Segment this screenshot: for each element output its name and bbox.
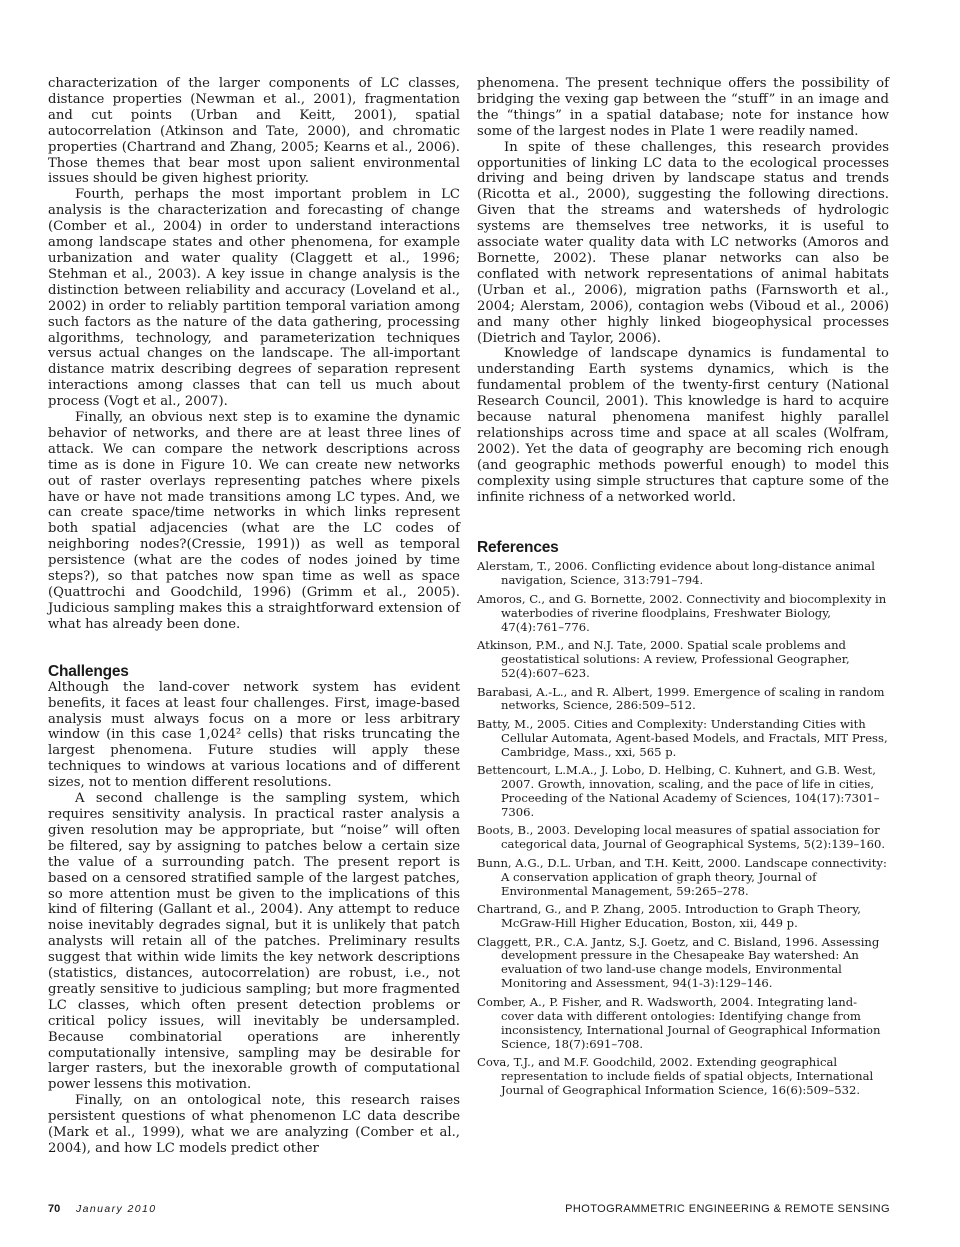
reference-item: Chartrand, G., and P. Zhang, 2005. Introduction to Graph Theory, McGraw-Hill Higher Education, Boston, xii, 449 p. <box>477 902 861 931</box>
reference-item: Batty, M., 2005. Cities and Complexity: Understanding Cities with Cellular Automata, Agent-based Models, and Fractals, MIT Press, Cambridge, Mass., xxi, 565 p. <box>477 716 888 759</box>
reference-item: Boots, B., 2003. Developing local measures of spatial association for categorical data, Journal of Geographical Systems, 5(2):139–160. <box>477 823 886 852</box>
issue-date: January 2010 <box>76 1203 157 1215</box>
reference-item: Atkinson, P.M., and N.J. Tate, 2000. Spatial scale problems and geostatistical solutions: A review, Professional Geographer, 52(4):607–623. <box>477 638 850 680</box>
reference-item: Barabasi, A.-L., and R. Albert, 1999. Emergence of scaling in random networks, Science, 286:509–512. <box>477 684 885 713</box>
body-paragraph: Fourth, perhaps the most important problem in LC analysis is the characterization and forecasting of change (Comber et al., 2004) in order to understand interactions among landscape states and other phenomena, for example urbanization and water quality (Claggett et al., 1996; Stehman et al., 2003). A key issue in change analysis is the distinction between reliability and accuracy (Loveland et al., 2002) in order to reliably partition temporal variation among such factors as the nature of the data gathering, processing algorithms, technology, and parameterization techniques versus actual changes on the landscape. The all-important distance matrix describing degrees of separation represent interactions among classes that can tell us much about process (Vogt et al., 2007). <box>48 187 460 410</box>
reference-list <box>477 560 889 1097</box>
references-heading: References <box>477 539 559 557</box>
body-paragraph: Although the land-cover network system has evident benefits, it faces at least four challenges. First, image-based analysis must always focus on a more or less arbitrary window (in this case 1,024² cells) that risks truncating the largest phenomena. Future studies will apply these techniques to windows at various locations and of different sizes, not to mention different resolutions. <box>48 679 460 791</box>
reference-item: Bettencourt, L.M.A., J. Lobo, D. Helbing, C. Kuhnert, and G.B. West, 2007. Growth, innovation, scaling, and the pace of life in cities, Proceeding of the National Academy of Sciences, 104(17):7301–7306. <box>477 763 880 819</box>
body-paragraph: Finally, on an ontological note, this research raises persistent questions of what phenomenon LC data describe (Mark et al., 1999), what we are analyzing (Comber et al., 2004), and how LC models predict other <box>48 1093 460 1156</box>
journal-title: PHOTOGRAMMETRIC ENGINEERING & REMOTE SENSING <box>565 1203 890 1215</box>
body-paragraph: phenomena. The present technique offers the possibility of bridging the vexing gap between the “stuff” in an image and the “things” in a spatial database; note for instance how some of the largest nodes in Plate 1 were readily named. <box>477 76 889 139</box>
body-paragraph: A second challenge is the sampling system, which requires sensitivity analysis. In practical raster analysis a given resolution may be appropriate, but “noise” will often be filtered, say by assigning to patches below a certain size the value of a surrounding patch. The present report is based on a censored stratified sample of the largest patches, so more attention must be given to the implications of this kind of filtering (Gallant et al., 2004). Any attempt to reduce noise inevitably degrades signal, but it is unlikely that patch analysts will retain all of the patches. Preliminary results suggest that within wide limits the key network descriptions (statistics, distances, autocorrelation) are robust, i.e., not greatly sensitive to judicious sampling; but more fragmented LC classes, which often present detection problems or critical policy issues, will inevitably be undersampled. Because combinatorial operations are inherently computationally intensive, sampling may be desirable for larger rasters, but the inexorable growth of computational power lessens this motivation. <box>48 791 460 1093</box>
body-paragraph: Knowledge of landscape dynamics is fundamental to understanding Earth systems dynamics, which is the fundamental problem of the twenty-first century (National Research Council, 2001). This knowledge is hard to acquire because natural phenomena manifest highly parallel relationships across time and space at all scales (Wolfram, 2002). Yet the data of geography are becoming rich enough (and geographic methods powerful enough) to model this complexity using simple structures that capture some of the infinite richness of a networked world. <box>477 346 889 505</box>
body-paragraph: In spite of these challenges, this research provides opportunities of linking LC data to the ecological processes driving and being driven by landscape status and trends (Ricotta et al., 2000), suggesting the following directions. Given that the streams and watersheds of hydrologic systems are themselves tree networks, it is useful to associate water quality data with LC networks (Amoros and Bornette, 2002). These planar networks can also be conflated with network representations of animal habitats (Urban et al., 2006), migration paths (Farnsworth et al., 2004; Alerstam, 2006), contagion webs (Viboud et al., 2006) and many other highly linked biogeophysical processes (Dietrich and Taylor, 2006). <box>477 139 889 346</box>
page-number: 70 <box>48 1203 61 1215</box>
reference-item: Bunn, A.G., D.L. Urban, and T.H. Keitt, 2000. Landscape connectivity: A conservation application of graph theory, Journal of Environmental Management, 59:265–278. <box>477 855 887 898</box>
reference-item: Cova, T.J., and M.F. Goodchild, 2002. Extending geographical representation to include fields of spatial objects, International Journal of Geographical Information Science, 16(6):509–532. <box>477 1055 874 1097</box>
right-column <box>477 76 889 1102</box>
reference-item: Amoros, C., and G. Bornette, 2002. Connectivity and biocomplexity in waterbodies of riverine floodplains, Freshwater Biology, 47(4):761–776. <box>477 591 887 634</box>
left-column <box>48 76 460 1157</box>
challenges-heading: Challenges <box>48 662 129 680</box>
reference-item: Alerstam, T., 2006. Conflicting evidence about long-distance animal navigation, Science, 313:791–794. <box>477 559 875 588</box>
body-paragraph: characterization of the larger components of LC classes, distance properties (Newman et al., 2001), fragmentation and cut points (Urban and Keitt, 2001), spatial autocorrelation (Atkinson and Tate, 2000), and chromatic properties (Chartrand and Zhang, 2005; Kearns et al., 2006). Those themes that bear most upon salient environmental issues should be given highest priority. <box>48 76 460 187</box>
reference-item: Claggett, P.R., C.A. Jantz, S.J. Goetz, and C. Bisland, 1996. Assessing development pressure in the Chesapeake Bay watershed: An evaluation of two land-use change models, Environmental Monitoring and Assessment, 94(1-3):129–146. <box>477 934 880 991</box>
page-footer <box>48 1203 890 1219</box>
reference-item: Comber, A., P. Fisher, and R. Wadsworth, 2004. Integrating land-cover data with different ontologies: Identifying change from inconsistency, International Journal of Geographical Information Science, 18(7):691–708. <box>477 994 881 1051</box>
body-paragraph: Finally, an obvious next step is to examine the dynamic behavior of networks, and there are at least three lines of attack. We can compare the network descriptions across time as is done in Figure 10. We can create new networks out of raster overlays representing patches where pixels have or have not made transitions among LC types. And, we can create space/time networks in which links represent both spatial adjacencies (what are the LC codes of neighboring nodes?(Cressie, 1991)) as well as temporal persistence (what are the codes of nodes joined by time steps?), so that patches now span time as well as space (Quattrochi and Goodchild, 1996) (Grimm et al., 2005). Judicious sampling makes this a straightforward extension of what has already been done. <box>48 410 460 632</box>
